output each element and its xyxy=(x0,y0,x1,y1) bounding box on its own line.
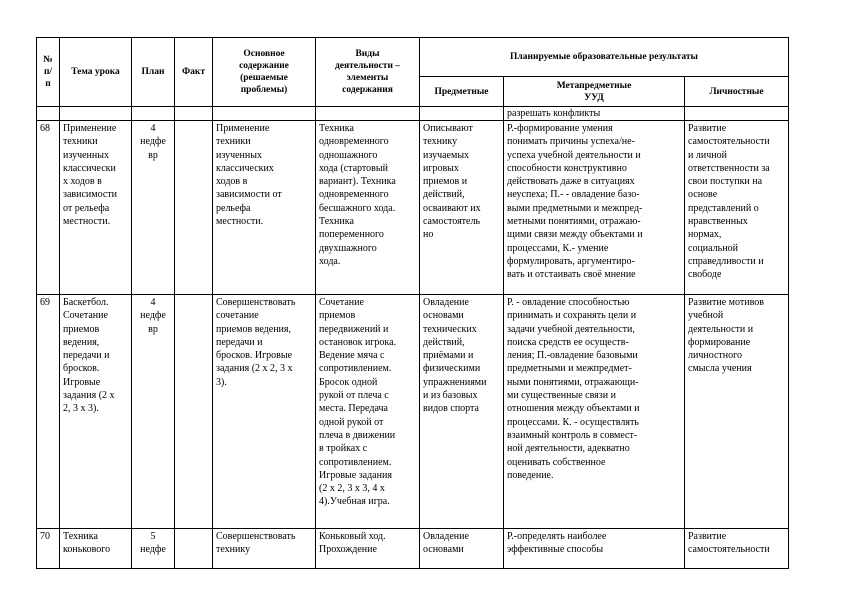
row-meta: Р.-определять наиболее эффективные способы xyxy=(504,529,685,569)
row-topic: Баскетбол. Сочетание приемов ведения, передачи и бросков. Игровые задания (2 x 2, 3 x 3). xyxy=(60,295,132,529)
row-plan: 5 недфе xyxy=(132,529,175,569)
row-personal: Развитие самостоятельности и личной ответственности за свои поступки на основе представлений о нравственных нормах, социальной справедливости и свободе xyxy=(685,121,789,295)
row-fact xyxy=(175,529,213,569)
row-subject: Описывают технику изучаемых игровых приемов и действий, осваивают их самостоятель но xyxy=(420,121,504,295)
header-content: Основное содержание (решаемые проблемы) xyxy=(213,38,316,107)
row-activities: Техника одновременного одношажного хода (стартовый вариант). Техника одновременного бесшажного хода. Техника попеременного двухшажного хода. xyxy=(316,121,420,295)
table-row xyxy=(37,295,789,529)
row-personal: Развитие самостоятельности xyxy=(685,529,789,569)
row-subject: Овладение основами технических действий, приёмами и физическими упражнениями и из базовых видов спорта xyxy=(420,295,504,529)
row-fact xyxy=(175,121,213,295)
carryover-cell xyxy=(60,107,132,121)
row-subject: Овладение основами xyxy=(420,529,504,569)
header-subject: Предметные xyxy=(420,77,504,107)
carryover-cell xyxy=(132,107,175,121)
row-activities: Коньковый ход. Прохождение xyxy=(316,529,420,569)
header-fact: Факт xyxy=(175,38,213,107)
carryover-cell xyxy=(685,107,789,121)
row-plan: 4 недфе вр xyxy=(132,121,175,295)
row-activities: Сочетание приемов передвижений и остановок игрока. Ведение мяча с сопротивлением. Бросок одной рукой от плеча с места. Передача одной рукой от плеча в движении в тройках с сопротивлением. Игровые задания (2 x 2, 3 x 3, 4 x 4).Учебная игра. xyxy=(316,295,420,529)
header-num: № п/ п xyxy=(37,38,60,107)
row-num: 70 xyxy=(37,529,60,569)
row-content: Применение техники изученных классических ходов в зависимости от рельефа местности. xyxy=(213,121,316,295)
row-meta: Р. - овладение способностью принимать и сохранять цели и задачи учебной деятельности, поиска средств ее осуществ- ления; П.-овладение базовыми предметными и межпредмет- ными понятиями, отражающи- ми существенные связи и отношения между объектами и процессами. К. - осуществлять взаимный контроль в совмест- ной деятельности, адекватно оценивать собственное поведение. xyxy=(504,295,685,529)
row-plan: 4 недфе вр xyxy=(132,295,175,529)
row-content: Совершенствовать сочетание приемов ведения, передачи и бросков. Игровые задания (2 x 2, 3 x 3). xyxy=(213,295,316,529)
row-content: Совершенствовать технику xyxy=(213,529,316,569)
header-planned-results: Планируемые образовательные результаты xyxy=(420,38,789,77)
row-meta: Р.-формирование умения понимать причины успеха/не- успеха учебной деятельности и способности конструктивно действовать даже в ситуациях неуспеха; П.- - овладение базо- выми предметными и межпред- метными понятиями, отражаю- щими связи между объектами и процессами, К.- умение формулировать, аргументиро- вать и отстаивать своё мнение xyxy=(504,121,685,295)
header-meta: Метапредметные УУД xyxy=(504,77,685,107)
carryover-row xyxy=(37,107,789,121)
row-topic: Техника конькового xyxy=(60,529,132,569)
carryover-cell xyxy=(37,107,60,121)
row-fact xyxy=(175,295,213,529)
row-num: 68 xyxy=(37,121,60,295)
row-topic: Применение техники изученных классически х ходов в зависимости от рельефа местности. xyxy=(60,121,132,295)
carryover-cell xyxy=(213,107,316,121)
row-personal: Развитие мотивов учебной деятельности и формирование личностного смысла учения xyxy=(685,295,789,529)
table-row xyxy=(37,121,789,295)
header-personal: Личностные xyxy=(685,77,789,107)
header-row xyxy=(37,38,789,77)
table-row xyxy=(37,529,789,569)
carryover-cell xyxy=(420,107,504,121)
header-topic: Тема урока xyxy=(60,38,132,107)
carryover-meta: разрешать конфликты xyxy=(504,107,685,121)
row-num: 69 xyxy=(37,295,60,529)
carryover-cell xyxy=(175,107,213,121)
lesson-plan-table xyxy=(36,37,789,569)
carryover-cell xyxy=(316,107,420,121)
header-activities: Виды деятельности – элементы содержания xyxy=(316,38,420,107)
header-plan: План xyxy=(132,38,175,107)
